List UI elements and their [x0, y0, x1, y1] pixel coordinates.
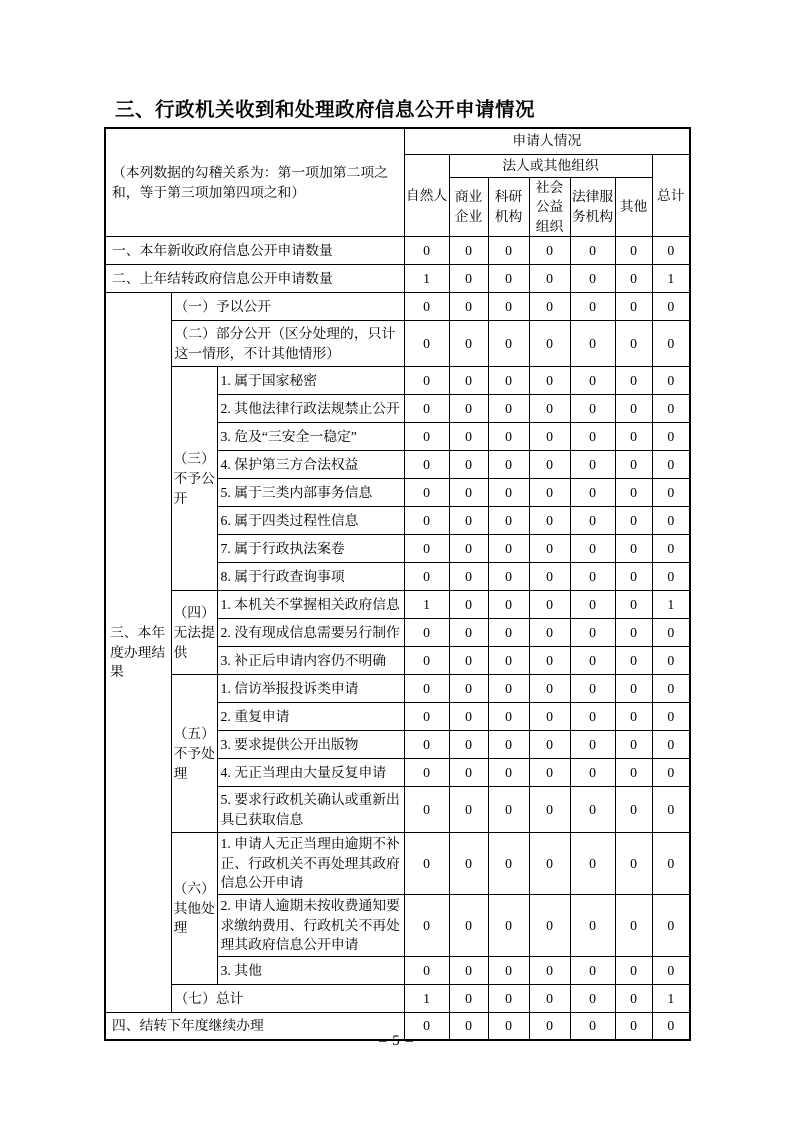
value-cell: 0	[615, 237, 652, 265]
row-label: （一）予以公开	[171, 293, 404, 321]
group-label: （四）无法提供	[171, 591, 217, 675]
value-cell: 0	[615, 423, 652, 451]
value-cell: 0	[529, 535, 570, 563]
value-cell: 0	[529, 731, 570, 759]
value-cell: 0	[652, 423, 690, 451]
value-cell: 0	[449, 237, 488, 265]
header-natural-person: 自然人	[404, 154, 449, 237]
value-cell: 0	[529, 787, 570, 833]
row-label: 4. 无正当理由大量反复申请	[217, 759, 404, 787]
value-cell: 0	[570, 423, 615, 451]
value-cell: 0	[652, 1012, 690, 1040]
row-label: 1. 本机关不掌握相关政府信息	[217, 591, 404, 619]
value-cell: 0	[449, 591, 488, 619]
value-cell: 0	[652, 451, 690, 479]
value-cell: 0	[529, 293, 570, 321]
value-cell: 0	[570, 237, 615, 265]
value-cell: 0	[404, 479, 449, 507]
value-cell: 0	[488, 479, 529, 507]
group-label: （五）不予处理	[171, 675, 217, 833]
value-cell: 0	[570, 731, 615, 759]
value-cell: 0	[449, 265, 488, 293]
header-row	[105, 128, 690, 154]
value-cell: 0	[615, 731, 652, 759]
value-cell: 0	[615, 675, 652, 703]
value-cell: 0	[449, 1012, 488, 1040]
value-cell: 0	[404, 321, 449, 367]
value-cell: 0	[652, 479, 690, 507]
header-total: 总计	[652, 154, 690, 237]
value-cell: 0	[570, 321, 615, 367]
report-table	[104, 127, 691, 1041]
value-cell: 0	[488, 894, 529, 956]
value-cell: 0	[529, 647, 570, 675]
value-cell: 0	[404, 833, 449, 895]
value-cell: 0	[404, 293, 449, 321]
value-cell: 0	[529, 833, 570, 895]
value-cell: 0	[404, 563, 449, 591]
value-cell: 0	[570, 894, 615, 956]
value-cell: 0	[570, 703, 615, 731]
value-cell: 0	[488, 619, 529, 647]
row-label: 3. 要求提供公开出版物	[217, 731, 404, 759]
value-cell: 0	[449, 395, 488, 423]
value-cell: 0	[449, 731, 488, 759]
value-cell: 0	[652, 563, 690, 591]
value-cell: 0	[652, 619, 690, 647]
header-commercial: 商业企业	[449, 177, 488, 237]
value-cell: 1	[404, 984, 449, 1012]
value-cell: 0	[615, 535, 652, 563]
row-label: 5. 属于三类内部事务信息	[217, 479, 404, 507]
value-cell: 0	[529, 507, 570, 535]
value-cell: 1	[652, 591, 690, 619]
value-cell: 0	[488, 395, 529, 423]
value-cell: 0	[449, 367, 488, 395]
row-label: 2. 重复申请	[217, 703, 404, 731]
value-cell: 0	[615, 956, 652, 984]
header-note: （本列数据的勾稽关系为：第一项加第二项之和，等于第三项加第四项之和）	[105, 128, 404, 237]
value-cell: 0	[449, 293, 488, 321]
value-cell: 0	[615, 619, 652, 647]
value-cell: 1	[652, 984, 690, 1012]
value-cell: 0	[615, 703, 652, 731]
value-cell: 0	[404, 675, 449, 703]
value-cell: 0	[615, 984, 652, 1012]
value-cell: 0	[652, 293, 690, 321]
table-row	[105, 833, 690, 895]
table-row	[105, 367, 690, 395]
row-label: （七）总计	[171, 984, 404, 1012]
table-row	[105, 265, 690, 293]
value-cell: 0	[449, 759, 488, 787]
row-label: 8. 属于行政查询事项	[217, 563, 404, 591]
table-row	[105, 321, 690, 367]
value-cell: 0	[652, 731, 690, 759]
value-cell: 0	[449, 894, 488, 956]
value-cell: 0	[529, 984, 570, 1012]
value-cell: 0	[529, 619, 570, 647]
value-cell: 0	[652, 395, 690, 423]
value-cell: 0	[529, 759, 570, 787]
value-cell: 0	[652, 507, 690, 535]
table-row	[105, 591, 690, 619]
value-cell: 0	[570, 1012, 615, 1040]
value-cell: 0	[652, 759, 690, 787]
row-label: 1. 申请人无正当理由逾期不补正、行政机关不再处理其政府信息公开申请	[217, 833, 404, 895]
value-cell: 0	[488, 451, 529, 479]
value-cell: 0	[615, 1012, 652, 1040]
value-cell: 0	[652, 675, 690, 703]
value-cell: 1	[404, 591, 449, 619]
row-label: 2. 没有现成信息需要另行制作	[217, 619, 404, 647]
value-cell: 0	[615, 451, 652, 479]
value-cell: 0	[488, 956, 529, 984]
value-cell: 0	[615, 395, 652, 423]
value-cell: 0	[404, 451, 449, 479]
value-cell: 0	[615, 787, 652, 833]
value-cell: 0	[488, 423, 529, 451]
value-cell: 0	[449, 833, 488, 895]
row-label: 6. 属于四类过程性信息	[217, 507, 404, 535]
row-label: 7. 属于行政执法案卷	[217, 535, 404, 563]
row-label: 1. 属于国家秘密	[217, 367, 404, 395]
row-label: 3. 危及“三安全一稳定”	[217, 423, 404, 451]
value-cell: 0	[449, 535, 488, 563]
value-cell: 0	[449, 647, 488, 675]
row-label: 一、本年新收政府信息公开申请数量	[105, 237, 404, 265]
value-cell: 0	[652, 321, 690, 367]
value-cell: 0	[404, 894, 449, 956]
value-cell: 0	[449, 675, 488, 703]
value-cell: 0	[404, 956, 449, 984]
value-cell: 0	[570, 787, 615, 833]
value-cell: 0	[529, 451, 570, 479]
value-cell: 1	[652, 265, 690, 293]
value-cell: 0	[570, 265, 615, 293]
value-cell: 0	[488, 703, 529, 731]
header-other: 其他	[615, 177, 652, 237]
value-cell: 0	[529, 479, 570, 507]
value-cell: 0	[570, 759, 615, 787]
value-cell: 0	[652, 367, 690, 395]
value-cell: 0	[488, 675, 529, 703]
value-cell: 0	[570, 984, 615, 1012]
value-cell: 0	[449, 703, 488, 731]
value-cell: 0	[488, 591, 529, 619]
value-cell: 0	[570, 395, 615, 423]
value-cell: 0	[652, 956, 690, 984]
value-cell: 0	[449, 451, 488, 479]
value-cell: 0	[404, 787, 449, 833]
value-cell: 0	[488, 647, 529, 675]
value-cell: 0	[488, 535, 529, 563]
value-cell: 0	[488, 507, 529, 535]
value-cell: 0	[404, 507, 449, 535]
header-research: 科研机构	[488, 177, 529, 237]
row-label: 3. 补正后申请内容仍不明确	[217, 647, 404, 675]
value-cell: 1	[404, 265, 449, 293]
value-cell: 0	[615, 647, 652, 675]
value-cell: 0	[404, 759, 449, 787]
value-cell: 0	[652, 703, 690, 731]
value-cell: 0	[449, 321, 488, 367]
value-cell: 0	[488, 265, 529, 293]
value-cell: 0	[529, 395, 570, 423]
value-cell: 0	[488, 833, 529, 895]
value-cell: 0	[449, 563, 488, 591]
row-label: 二、上年结转政府信息公开申请数量	[105, 265, 404, 293]
value-cell: 0	[529, 703, 570, 731]
value-cell: 0	[570, 647, 615, 675]
value-cell: 0	[615, 833, 652, 895]
value-cell: 0	[449, 956, 488, 984]
row-label: 1. 信访举报投诉类申请	[217, 675, 404, 703]
value-cell: 0	[488, 237, 529, 265]
value-cell: 0	[529, 1012, 570, 1040]
value-cell: 0	[529, 367, 570, 395]
group-label: （六）其他处理	[171, 833, 217, 985]
value-cell: 0	[449, 479, 488, 507]
table-row	[105, 237, 690, 265]
value-cell: 0	[404, 619, 449, 647]
value-cell: 0	[488, 731, 529, 759]
value-cell: 0	[652, 894, 690, 956]
header-legal-org-group: 法人或其他组织	[449, 154, 652, 177]
value-cell: 0	[570, 535, 615, 563]
header-social-welfare: 社会公益组织	[529, 177, 570, 237]
section-title: 三、行政机关收到和处理政府信息公开申请情况	[115, 99, 536, 121]
value-cell: 0	[488, 787, 529, 833]
value-cell: 0	[570, 507, 615, 535]
value-cell: 0	[404, 395, 449, 423]
value-cell: 0	[529, 237, 570, 265]
row-label: 2. 其他法律行政法规禁止公开	[217, 395, 404, 423]
value-cell: 0	[615, 563, 652, 591]
group-label: （三）不予公开	[171, 367, 217, 591]
value-cell: 0	[615, 507, 652, 535]
value-cell: 0	[529, 423, 570, 451]
value-cell: 0	[488, 984, 529, 1012]
value-cell: 0	[404, 535, 449, 563]
value-cell: 0	[529, 675, 570, 703]
value-cell: 0	[570, 956, 615, 984]
value-cell: 0	[570, 479, 615, 507]
value-cell: 0	[488, 293, 529, 321]
value-cell: 0	[615, 591, 652, 619]
value-cell: 0	[404, 237, 449, 265]
value-cell: 0	[488, 1012, 529, 1040]
row-label: （二）部分公开（区分处理的，只计这一情形，不计其他情形）	[171, 321, 404, 367]
value-cell: 0	[570, 451, 615, 479]
value-cell: 0	[615, 759, 652, 787]
value-cell: 0	[652, 833, 690, 895]
value-cell: 0	[652, 647, 690, 675]
value-cell: 0	[404, 423, 449, 451]
value-cell: 0	[488, 367, 529, 395]
value-cell: 0	[529, 563, 570, 591]
row-label: 5. 要求行政机关确认或重新出具已获取信息	[217, 787, 404, 833]
value-cell: 0	[488, 321, 529, 367]
value-cell: 0	[529, 265, 570, 293]
value-cell: 0	[529, 321, 570, 367]
value-cell: 0	[449, 787, 488, 833]
row-label: 四、结转下年度继续办理	[105, 1012, 404, 1040]
header-legal-service: 法律服务机构	[570, 177, 615, 237]
value-cell: 0	[529, 956, 570, 984]
header-applicant: 申请人情况	[404, 128, 690, 154]
value-cell: 0	[570, 675, 615, 703]
value-cell: 0	[570, 293, 615, 321]
value-cell: 0	[570, 619, 615, 647]
value-cell: 0	[488, 563, 529, 591]
value-cell: 0	[404, 1012, 449, 1040]
value-cell: 0	[570, 833, 615, 895]
table-row	[105, 675, 690, 703]
value-cell: 0	[652, 787, 690, 833]
value-cell: 0	[488, 759, 529, 787]
row-label: 2. 申请人逾期未按收费通知要求缴纳费用、行政机关不再处理其政府信息公开申请	[217, 894, 404, 956]
table-row	[105, 984, 690, 1012]
value-cell: 0	[404, 703, 449, 731]
section-side-label: 三、本年度办理结果	[105, 293, 171, 1013]
value-cell: 0	[615, 321, 652, 367]
value-cell: 0	[615, 265, 652, 293]
row-label: 4. 保护第三方合法权益	[217, 451, 404, 479]
value-cell: 0	[615, 367, 652, 395]
table-row	[105, 293, 690, 321]
value-cell: 0	[570, 563, 615, 591]
value-cell: 0	[615, 293, 652, 321]
value-cell: 0	[570, 367, 615, 395]
value-cell: 0	[449, 507, 488, 535]
value-cell: 0	[529, 894, 570, 956]
value-cell: 0	[449, 619, 488, 647]
value-cell: 0	[449, 423, 488, 451]
page-number: – 5 –	[379, 1033, 414, 1049]
value-cell: 0	[570, 591, 615, 619]
value-cell: 0	[404, 731, 449, 759]
value-cell: 0	[404, 367, 449, 395]
row-label: 3. 其他	[217, 956, 404, 984]
value-cell: 0	[615, 479, 652, 507]
value-cell: 0	[404, 647, 449, 675]
value-cell: 0	[652, 237, 690, 265]
value-cell: 0	[449, 984, 488, 1012]
value-cell: 0	[529, 591, 570, 619]
value-cell: 0	[652, 535, 690, 563]
value-cell: 0	[615, 894, 652, 956]
